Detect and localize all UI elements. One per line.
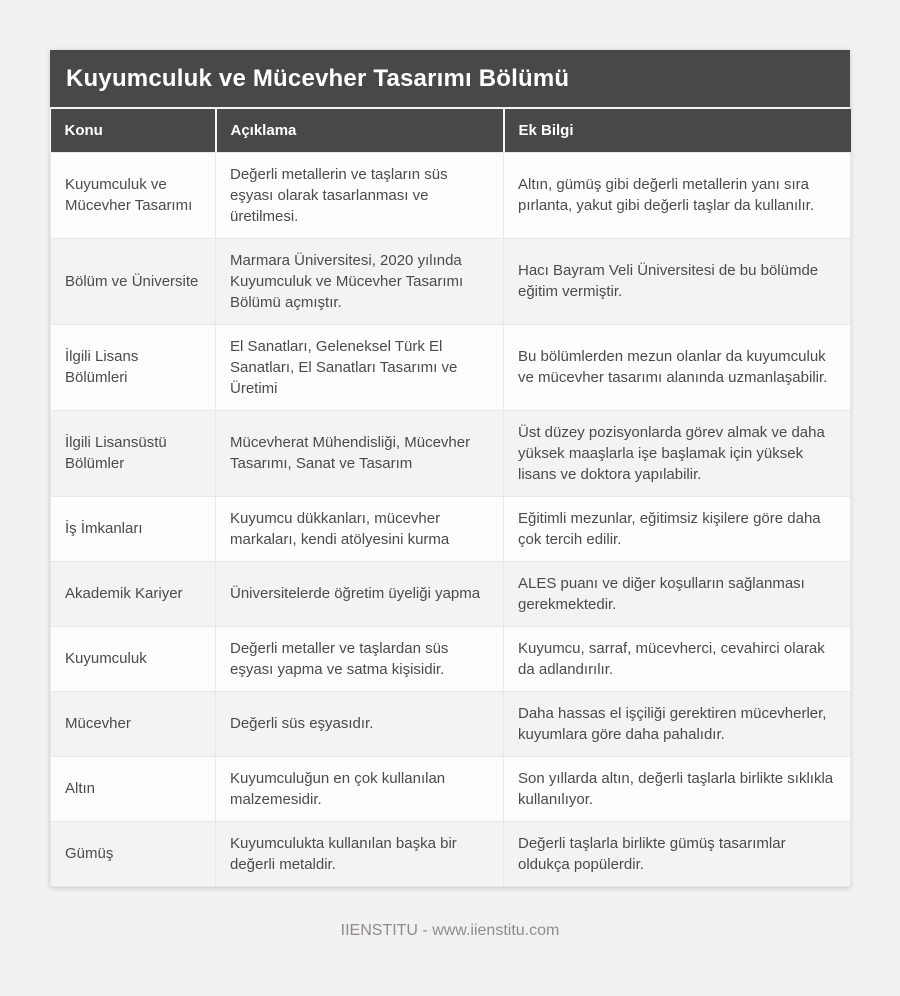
cell-aciklama: Marmara Üniversitesi, 2020 yılında Kuyumculuk ve Mücevher Tasarımı Bölümü açmıştır. [216, 238, 504, 324]
cell-aciklama: Mücevherat Mühendisliği, Mücevher Tasarımı, Sanat ve Tasarım [216, 410, 504, 496]
cell-aciklama: Değerli süs eşyasıdır. [216, 691, 504, 756]
column-header-ek-bilgi: Ek Bilgi [504, 109, 851, 152]
table-row [51, 756, 851, 821]
cell-konu: Kuyumculuk [51, 626, 216, 691]
cell-ek-bilgi: Kuyumcu, sarraf, mücevherci, cevahirci olarak da adlandırılır. [504, 626, 851, 691]
cell-aciklama: Kuyumculuğun en çok kullanılan malzemesidir. [216, 756, 504, 821]
cell-ek-bilgi: ALES puanı ve diğer koşulların sağlanması gerekmektedir. [504, 561, 851, 626]
cell-konu: Kuyumculuk ve Mücevher Tasarımı [51, 152, 216, 238]
cell-aciklama: Değerli metallerin ve taşların süs eşyası olarak tasarlanması ve üretilmesi. [216, 152, 504, 238]
cell-konu: İlgili Lisans Bölümleri [51, 324, 216, 410]
table-row [51, 821, 851, 886]
cell-ek-bilgi: Son yıllarda altın, değerli taşlarla birlikte sıklıkla kullanılıyor. [504, 756, 851, 821]
table-row [51, 496, 851, 561]
cell-konu: Bölüm ve Üniversite [51, 238, 216, 324]
cell-konu: Akademik Kariyer [51, 561, 216, 626]
cell-aciklama: Kuyumculukta kullanılan başka bir değerli metaldir. [216, 821, 504, 886]
column-header-konu: Konu [51, 109, 216, 152]
cell-ek-bilgi: Hacı Bayram Veli Üniversitesi de bu bölümde eğitim vermiştir. [504, 238, 851, 324]
cell-ek-bilgi: Altın, gümüş gibi değerli metallerin yanı sıra pırlanta, yakut gibi değerli taşlar da kullanılır. [504, 152, 851, 238]
table-row [51, 410, 851, 496]
cell-ek-bilgi: Eğitimli mezunlar, eğitimsiz kişilere göre daha çok tercih edilir. [504, 496, 851, 561]
cell-ek-bilgi: Bu bölümlerden mezun olanlar da kuyumculuk ve mücevher tasarımı alanında uzmanlaşabilir. [504, 324, 851, 410]
cell-aciklama: Üniversitelerde öğretim üyeliği yapma [216, 561, 504, 626]
cell-konu: Altın [51, 756, 216, 821]
cell-konu: İlgili Lisansüstü Bölümler [51, 410, 216, 496]
cell-ek-bilgi: Değerli taşlarla birlikte gümüş tasarımlar oldukça popülerdir. [504, 821, 851, 886]
cell-ek-bilgi: Daha hassas el işçiliği gerektiren mücevherler, kuyumlara göre daha pahalıdır. [504, 691, 851, 756]
info-table [50, 109, 851, 887]
cell-aciklama: El Sanatları, Geleneksel Türk El Sanatları, El Sanatları Tasarımı ve Üretimi [216, 324, 504, 410]
table-card [50, 50, 850, 887]
cell-konu: Mücevher [51, 691, 216, 756]
cell-ek-bilgi: Üst düzey pozisyonlarda görev almak ve daha yüksek maaşlarla işe başlamak için yüksek lisans ve doktora yapılabilir. [504, 410, 851, 496]
table-row [51, 626, 851, 691]
column-header-aciklama: Açıklama [216, 109, 504, 152]
table-row [51, 152, 851, 238]
table-row [51, 561, 851, 626]
page-title: Kuyumculuk ve Mücevher Tasarımı Bölümü [50, 50, 850, 109]
table-row [51, 324, 851, 410]
table-header-row [51, 109, 851, 152]
cell-aciklama: Değerli metaller ve taşlardan süs eşyası yapma ve satma kişisidir. [216, 626, 504, 691]
footer-credit: IIENSTITU - www.iienstitu.com [340, 922, 560, 939]
table-row [51, 691, 851, 756]
cell-konu: Gümüş [51, 821, 216, 886]
cell-konu: İş İmkanları [51, 496, 216, 561]
table-row [51, 238, 851, 324]
cell-aciklama: Kuyumcu dükkanları, mücevher markaları, kendi atölyesini kurma [216, 496, 504, 561]
